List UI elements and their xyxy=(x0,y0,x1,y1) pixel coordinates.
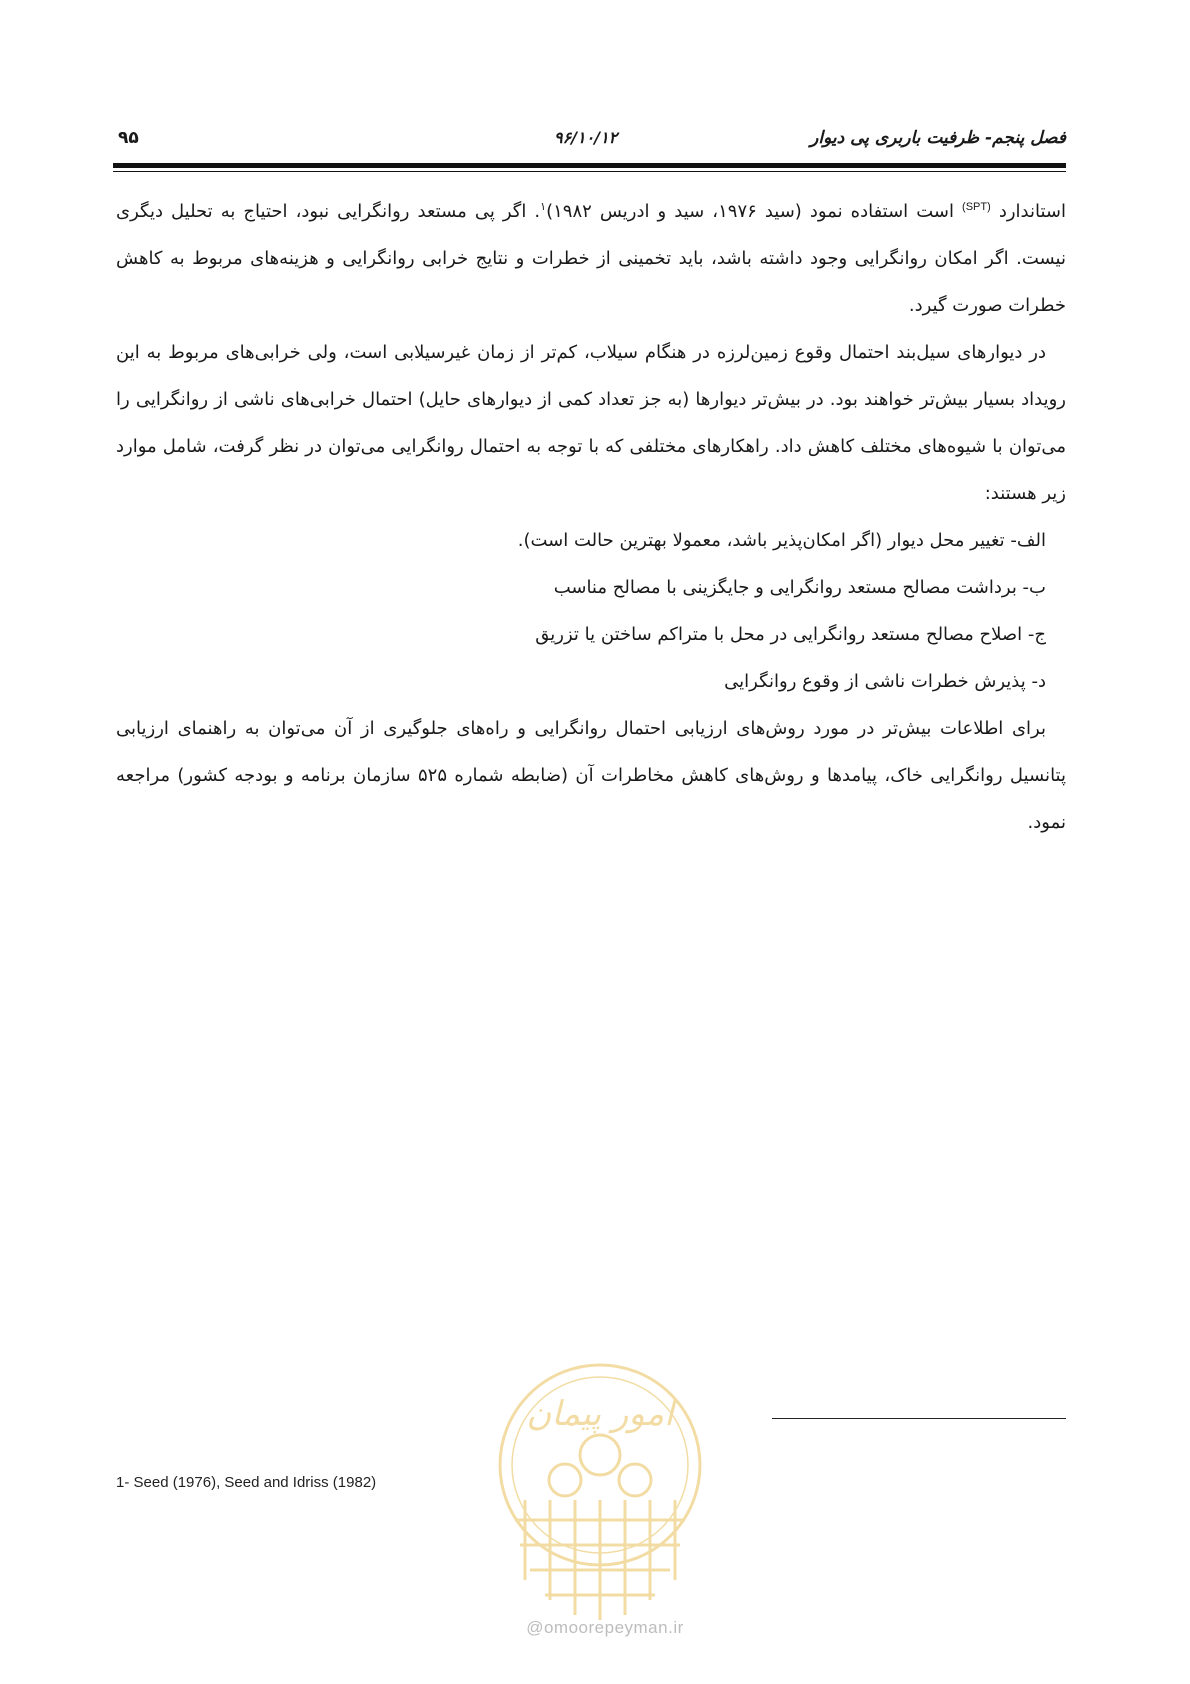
p1-start: استاندارد xyxy=(990,201,1067,222)
footnote-ref: ۱ xyxy=(540,200,547,213)
spt-label: (SPT) xyxy=(962,201,991,213)
chapter-title: فصل پنجم- ظرفیت باربری پی دیوار xyxy=(810,128,1066,148)
page-number: ۹۵ xyxy=(118,128,139,148)
list-item-jim: ج- اصلاح مصالح مستعد روانگرایی در محل با متراکم ساختن یا تزریق xyxy=(535,624,1046,645)
p1-end: . اگر پی مستعد روانگرایی نبود، احتیاج به تحلیل دیگری نیست. اگر امکان روانگرایی وجود داشته باشد، باید تخمینی از خطرات و نتایج خرابی روانگرایی و هزینه‌های مربوط به کاهش خطرات صورت گیرد. xyxy=(116,201,1066,316)
paragraph-2: در دیوارهای سیل‌بند احتمال وقوع زمین‌لرزه در هنگام سیلاب، کم‌تر از زمان غیرسیلابی است، ولی خرابی‌های مربوط به این رویداد بسیار بیش‌تر خواهند بود. در بیش‌تر دیوارها (به جز تعداد کمی از دیوارهای حایل) احتمال خرابی‌های ناشی از روانگرایی را می‌توان با شیوه‌های مختلف کاهش داد. راهکارهای مختلفی که با توجه به احتمال روانگرایی می‌توان در نظر گرفت، شامل موارد زیر هستند: xyxy=(116,342,1066,504)
p1-mid: است استفاده نمود (سید ۱۹۷۶، سید و ادریس ۱۹۸۲) xyxy=(546,201,963,222)
watermark-text: امور پیمان xyxy=(526,1394,674,1434)
main-text xyxy=(116,188,1066,846)
header-date: ۹۶/۱۰/۱۲ xyxy=(554,128,618,147)
header-rule-thick xyxy=(113,163,1066,168)
list-item-dal: د- پذیرش خطرات ناشی از وقوع روانگرایی xyxy=(724,671,1046,692)
footnote: 1- Seed (1976), Seed and Idriss (1982) xyxy=(116,1474,377,1491)
paragraph-3: برای اطلاعات بیش‌تر در مورد روش‌های ارزیابی احتمال روانگرایی و راه‌های جلوگیری از آن می‌توان به راهنمای ارزیابی پتانسیل روانگرایی خاک، پیامدها و روش‌های کاهش مخاطرات آن (ضابطه شماره ۵۲۵ سازمان برنامه و بودجه کشور) مراجعه نمود. xyxy=(116,718,1066,833)
header-rule-thin xyxy=(113,171,1066,172)
list-item-alef: الف- تغییر محل دیوار (اگر امکان‌پذیر باشد، معمولا بهترین حالت است). xyxy=(517,530,1046,551)
watermark-logo xyxy=(485,1350,715,1650)
page-header xyxy=(118,128,1066,158)
list-item-be: ب- برداشت مصالح مستعد روانگرایی و جایگزینی با مصالح مناسب xyxy=(553,577,1046,598)
watermark-site: @omoorepeyman.ir xyxy=(526,1618,684,1637)
paragraph-1 xyxy=(116,188,1066,329)
footnote-rule xyxy=(772,1418,1066,1419)
